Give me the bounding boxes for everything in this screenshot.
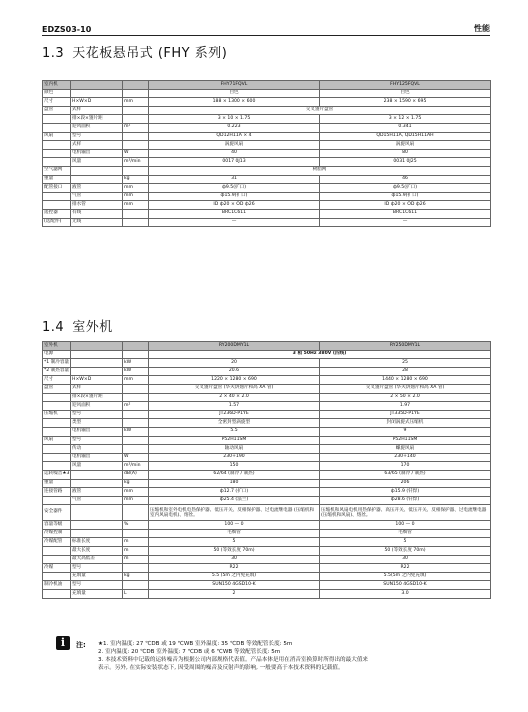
section-number: 1.4 bbox=[42, 320, 65, 335]
table-cell bbox=[123, 581, 149, 590]
table-cell: 80 bbox=[320, 149, 491, 158]
table-row bbox=[43, 538, 491, 547]
table-cell: 盘管 bbox=[43, 106, 71, 115]
table-cell: 排×段×翅片距 bbox=[71, 393, 123, 402]
table-cell: 容量等级 bbox=[43, 521, 71, 530]
table-cell: 室外机 bbox=[43, 342, 71, 351]
table-cell: W bbox=[123, 149, 149, 158]
table-cell: BRC1C611 bbox=[320, 209, 491, 218]
table-cell bbox=[123, 564, 149, 573]
table-cell: 全密封型涡旋型 bbox=[149, 419, 320, 428]
table-cell bbox=[43, 496, 71, 505]
table-row bbox=[43, 496, 491, 505]
table-cell bbox=[123, 132, 149, 141]
table-cell bbox=[43, 555, 71, 564]
table-cell: 重量 bbox=[43, 479, 71, 488]
table-cell: ID ф20 × OD ф26 bbox=[320, 201, 491, 210]
table-cell: 迎风面积 bbox=[71, 123, 123, 132]
table-cell: m² bbox=[123, 402, 149, 411]
table-cell: 毛细管 bbox=[149, 529, 320, 538]
table-cell: 冷媒控制 bbox=[43, 529, 71, 538]
table-row bbox=[43, 581, 491, 590]
table-cell: FHY71FQVL bbox=[149, 81, 320, 90]
table-cell: ф9.5(扩口) bbox=[149, 184, 320, 193]
table-cell bbox=[123, 436, 149, 445]
table-cell bbox=[123, 384, 149, 393]
note-line: 表示。另外, 在实际安装状态下, 因受周围的噪音及反射声的影响, 一般要高于本技术资料的记载值。 bbox=[98, 665, 344, 672]
table-cell: SUN150 4GSD10-K bbox=[149, 581, 320, 590]
page-header bbox=[42, 20, 490, 34]
table-cell: 冷媒配管 bbox=[43, 538, 71, 547]
outdoor-spec-table bbox=[42, 341, 491, 599]
table-cell: 充填量 bbox=[71, 590, 123, 599]
note-line: 2. 室内温度: 20 ℃DB 室外温度: 7 ℃DB 或 6 ℃WB 等效配管长度: 5m bbox=[98, 649, 281, 656]
table-row bbox=[43, 106, 491, 115]
table-cell: H×W×D bbox=[71, 98, 123, 107]
table-cell: L bbox=[123, 590, 149, 599]
table-cell: 5.5 (5m 之内免充填) bbox=[149, 572, 320, 581]
table-cell: 排水管 bbox=[71, 201, 123, 210]
table-cell: ф12.7 (扩口) bbox=[149, 488, 320, 497]
table-cell: 型号 bbox=[71, 132, 123, 141]
info-icon: i bbox=[56, 636, 70, 650]
table-cell: kg bbox=[123, 572, 149, 581]
table-cell: 压缩机和风扇电机用热保护器、高压开关、低压开关、反相保护器、过电流继电器 (压缩机和风扇)、熔丝。 bbox=[320, 505, 491, 521]
table-cell: 风扇 bbox=[43, 132, 71, 141]
section-title-fhy bbox=[42, 42, 227, 61]
table-cell: 230+140 bbox=[320, 453, 491, 462]
table-row bbox=[43, 115, 491, 124]
table-cell bbox=[123, 529, 149, 538]
table-cell: 交叉翅片盘管 (华夫饼翅片和高 XA 管) bbox=[149, 384, 320, 393]
table-cell bbox=[71, 166, 123, 175]
table-cell: 最大高低差 bbox=[71, 555, 123, 564]
table-cell: 制冷机油 bbox=[43, 581, 71, 590]
table-cell bbox=[71, 89, 123, 98]
table-cell: SUN150 4GSD10-K bbox=[320, 581, 491, 590]
table-cell: kg bbox=[123, 175, 149, 184]
table-row bbox=[43, 453, 491, 462]
table-cell: kW bbox=[123, 367, 149, 376]
table-cell: 风量 bbox=[71, 158, 123, 167]
table-cell: mm bbox=[123, 184, 149, 193]
table-row bbox=[43, 218, 491, 227]
table-cell: 5.5 bbox=[149, 427, 320, 436]
table-row bbox=[43, 572, 491, 581]
table-cell bbox=[123, 218, 149, 227]
table-row bbox=[43, 158, 491, 167]
table-cell: 类型 bbox=[71, 419, 123, 428]
table-cell: 涡旋风扇 bbox=[320, 141, 491, 150]
note-line: ★1. 室内温度: 27 ℃DB 或 19 ℃WB 室外温度: 35 ℃DB 等效配管长度: 5m bbox=[98, 641, 293, 647]
table-cell: 170 bbox=[320, 462, 491, 471]
table-row bbox=[43, 547, 491, 556]
table-cell bbox=[123, 81, 149, 90]
table-cell: 颜色 bbox=[43, 89, 71, 98]
table-cell: ф28.6 (钎焊) bbox=[320, 496, 491, 505]
table-cell: 排×段×翅片距 bbox=[71, 115, 123, 124]
table-cell: 安全器件 bbox=[43, 505, 71, 521]
table-cell: 空气滤网 bbox=[43, 166, 71, 175]
table-cell: 40 bbox=[149, 149, 320, 158]
table-cell: 无线 bbox=[71, 218, 123, 227]
table-cell bbox=[123, 209, 149, 218]
table-cell: 2 × 50 × 2.0 bbox=[320, 393, 491, 402]
table-cell bbox=[123, 141, 149, 150]
table-cell bbox=[71, 81, 123, 90]
table-cell: 5 bbox=[149, 538, 320, 547]
table-cell: m bbox=[123, 538, 149, 547]
table-row bbox=[43, 359, 491, 368]
section-name: 性能 bbox=[474, 24, 490, 33]
table-cell: 电机输出 bbox=[71, 149, 123, 158]
table-cell: RY250DMY1L bbox=[320, 342, 491, 351]
table-cell: 30 bbox=[320, 555, 491, 564]
table-cell: 100 — 0 bbox=[149, 521, 320, 530]
table-cell: 液管 bbox=[71, 488, 123, 497]
table-cell: 式样 bbox=[71, 141, 123, 150]
table-cell: 尺寸 bbox=[43, 376, 71, 385]
table-cell bbox=[71, 479, 123, 488]
table-row bbox=[43, 192, 491, 201]
table-cell bbox=[123, 350, 149, 359]
notes-label: 注: bbox=[76, 641, 86, 649]
table-cell: 150 bbox=[149, 462, 320, 471]
table-cell: mm bbox=[123, 488, 149, 497]
table-cell: 配管接口 bbox=[43, 184, 71, 193]
header-rule bbox=[42, 35, 490, 36]
table-cell: P52H11SM bbox=[320, 436, 491, 445]
table-cell: 树脂网 bbox=[149, 166, 491, 175]
table-cell bbox=[43, 123, 71, 132]
notes bbox=[98, 640, 508, 672]
table-cell bbox=[43, 115, 71, 124]
table-cell bbox=[43, 462, 71, 471]
section-number: 1.3 bbox=[42, 46, 65, 61]
table-cell: mm bbox=[123, 192, 149, 201]
table-cell: 型号 bbox=[71, 436, 123, 445]
table-cell: 50 (等效长度 70m) bbox=[149, 547, 320, 556]
table-cell: ф15.9(扩口) bbox=[149, 192, 320, 201]
table-cell bbox=[43, 158, 71, 167]
table-cell: 2 bbox=[149, 590, 320, 599]
table-cell bbox=[43, 445, 71, 454]
table-row bbox=[43, 384, 491, 393]
table-cell: 遥控器 bbox=[43, 209, 71, 218]
table-cell: 0.223 bbox=[149, 123, 320, 132]
table-row bbox=[43, 201, 491, 210]
table-cell: m³/min bbox=[123, 462, 149, 471]
table-cell: 25 bbox=[320, 359, 491, 368]
section-title-outdoor bbox=[42, 316, 113, 335]
table-cell: 62/64 (制冷 / 制热) bbox=[149, 470, 320, 479]
table-row bbox=[43, 123, 491, 132]
table-cell bbox=[71, 521, 123, 530]
table-row bbox=[43, 462, 491, 471]
table-row bbox=[43, 184, 491, 193]
table-cell: kW bbox=[123, 359, 149, 368]
table-cell: 20 bbox=[149, 359, 320, 368]
table-cell: ID ф20 × OD ф26 bbox=[149, 201, 320, 210]
table-cell bbox=[43, 149, 71, 158]
table-row bbox=[43, 555, 491, 564]
table-cell: 46 bbox=[320, 175, 491, 184]
table-cell: 室内机 bbox=[43, 81, 71, 90]
table-cell: 式样 bbox=[71, 106, 123, 115]
table-cell: *1 制冷容量 bbox=[43, 359, 71, 368]
table-cell: 0031 0J25 bbox=[320, 158, 491, 167]
table-row bbox=[43, 590, 491, 599]
table-cell bbox=[43, 402, 71, 411]
table-row bbox=[43, 132, 491, 141]
table-cell: kW bbox=[123, 427, 149, 436]
table-cell: 传动 bbox=[71, 445, 123, 454]
table-cell: 毛细管 bbox=[320, 529, 491, 538]
table-cell: FHY125FQVL bbox=[320, 81, 491, 90]
table-cell: m³/min bbox=[123, 158, 149, 167]
table-cell: kg bbox=[123, 479, 149, 488]
table-cell: 涡旋风扇 bbox=[149, 141, 320, 150]
table-cell bbox=[43, 201, 71, 210]
table-cell: 0.341 bbox=[320, 123, 491, 132]
table-cell bbox=[43, 427, 71, 436]
table-cell: 白色 bbox=[149, 89, 320, 98]
table-cell: 1220 × 1280 × 690 bbox=[149, 376, 320, 385]
table-cell bbox=[71, 529, 123, 538]
table-cell: 3 × 10 × 1.75 bbox=[149, 115, 320, 124]
table-cell bbox=[71, 505, 123, 521]
table-cell: 风扇 bbox=[43, 436, 71, 445]
table-cell: 白色 bbox=[320, 89, 491, 98]
table-cell: JT236D-P1YE bbox=[149, 410, 320, 419]
table-cell bbox=[71, 359, 123, 368]
table-cell: — bbox=[320, 218, 491, 227]
table-cell: 封闭涡旋式压缩机 bbox=[320, 419, 491, 428]
table-cell bbox=[123, 445, 149, 454]
table-cell bbox=[123, 342, 149, 351]
table-row bbox=[43, 436, 491, 445]
table-cell: 5 bbox=[320, 538, 491, 547]
table-cell: 电机输出 bbox=[71, 427, 123, 436]
table-cell: RY200DMY1L bbox=[149, 342, 320, 351]
table-cell: JT335D-P1YE bbox=[320, 410, 491, 419]
table-cell: 最大长度 bbox=[71, 547, 123, 556]
table-row bbox=[43, 98, 491, 107]
table-cell bbox=[71, 367, 123, 376]
table-cell: BRC1C611 bbox=[149, 209, 320, 218]
section-heading: 室外机 bbox=[72, 320, 113, 335]
table-cell: P52H11SM bbox=[149, 436, 320, 445]
table-cell bbox=[71, 470, 123, 479]
table-cell: 尺寸 bbox=[43, 98, 71, 107]
table-cell: 20.6 bbox=[149, 367, 320, 376]
table-row bbox=[43, 342, 491, 351]
table-cell bbox=[123, 166, 149, 175]
table-cell: ф25.4 (法兰) bbox=[149, 496, 320, 505]
table-cell bbox=[71, 175, 123, 184]
table-row bbox=[43, 367, 491, 376]
table-cell: 充填量 bbox=[71, 572, 123, 581]
table-row bbox=[43, 427, 491, 436]
table-cell: — bbox=[149, 218, 320, 227]
table-cell: 230+190 bbox=[149, 453, 320, 462]
table-cell: dB(A) bbox=[123, 470, 149, 479]
table-cell bbox=[43, 453, 71, 462]
table-cell bbox=[71, 350, 123, 359]
table-cell: 电机输出 bbox=[71, 453, 123, 462]
table-row bbox=[43, 402, 491, 411]
table-cell: W bbox=[123, 453, 149, 462]
table-cell bbox=[43, 141, 71, 150]
table-cell bbox=[43, 419, 71, 428]
table-cell: 100 — 0 bbox=[320, 521, 491, 530]
table-cell: 3 × 12 × 1.75 bbox=[320, 115, 491, 124]
table-row bbox=[43, 350, 491, 359]
table-cell: 式样 bbox=[71, 384, 123, 393]
table-cell: 1.97 bbox=[320, 402, 491, 411]
table-cell: R22 bbox=[320, 564, 491, 573]
table-cell: 238 × 1590 × 695 bbox=[320, 98, 491, 107]
table-row bbox=[43, 419, 491, 428]
table-cell: mm bbox=[123, 201, 149, 210]
table-cell: H×W×D bbox=[71, 376, 123, 385]
table-row bbox=[43, 376, 491, 385]
table-cell: 压缩机 bbox=[43, 410, 71, 419]
table-cell: ф15.9(扩口) bbox=[320, 192, 491, 201]
table-cell: 0017 0J13 bbox=[149, 158, 320, 167]
table-cell: 型号 bbox=[71, 581, 123, 590]
table-row bbox=[43, 470, 491, 479]
table-cell: QD15H11A, QD15H11AH bbox=[320, 132, 491, 141]
table-cell: 3 相 50Hz 380V (四线) bbox=[149, 350, 491, 359]
table-cell: (选配件) bbox=[43, 218, 71, 227]
table-cell: 有线 bbox=[71, 209, 123, 218]
table-row bbox=[43, 445, 491, 454]
table-cell: 1440 × 1280 × 690 bbox=[320, 376, 491, 385]
table-cell: 9 bbox=[320, 427, 491, 436]
table-cell: 50 (等效长度 70m) bbox=[320, 547, 491, 556]
table-cell: ф15.9 (钎焊) bbox=[320, 488, 491, 497]
table-cell: mm bbox=[123, 98, 149, 107]
table-cell: m² bbox=[123, 123, 149, 132]
section-heading: 天花板悬吊式 (FHY 系列) bbox=[72, 46, 228, 61]
table-cell: 2 × 40 × 2.0 bbox=[149, 393, 320, 402]
table-cell: 轴动风扇 bbox=[149, 445, 320, 454]
note-line: 3. 本技术资料中记载的运转噪音为根据公司内部规格代表值。产品本体是用在消音室换算时所得出的最大值来 bbox=[98, 657, 369, 664]
table-row bbox=[43, 564, 491, 573]
table-cell: mm bbox=[123, 496, 149, 505]
table-cell: 31 bbox=[149, 175, 320, 184]
table-cell: 63/65 (制冷 / 制热) bbox=[320, 470, 491, 479]
table-row bbox=[43, 81, 491, 90]
table-cell bbox=[123, 115, 149, 124]
table-row bbox=[43, 209, 491, 218]
table-cell: 交叉翅片盘管 (华夫饼翅片和高 XA 管) bbox=[320, 384, 491, 393]
table-cell: 3.0 bbox=[320, 590, 491, 599]
table-row bbox=[43, 166, 491, 175]
table-cell: 30 bbox=[149, 555, 320, 564]
table-cell: 连接管路 bbox=[43, 488, 71, 497]
table-cell bbox=[43, 572, 71, 581]
table-cell: % bbox=[123, 521, 149, 530]
table-cell: 5.5(5m 之内免充填) bbox=[320, 572, 491, 581]
table-cell: 型号 bbox=[71, 410, 123, 419]
fhy-spec-table bbox=[42, 80, 491, 227]
table-row bbox=[43, 410, 491, 419]
table-cell bbox=[43, 590, 71, 599]
table-row bbox=[43, 89, 491, 98]
table-cell: 迎风面积 bbox=[71, 402, 123, 411]
table-row bbox=[43, 393, 491, 402]
table-cell: 压缩机和室外电机电热保护器、低压开关、反相保护器、过电流继电器 (压缩机和室内风扇电机)、熔丝。 bbox=[149, 505, 320, 521]
table-row bbox=[43, 488, 491, 497]
table-cell: 重量 bbox=[43, 175, 71, 184]
table-cell bbox=[123, 106, 149, 115]
table-cell: m bbox=[123, 547, 149, 556]
table-cell bbox=[123, 505, 149, 521]
table-cell: 气管 bbox=[71, 496, 123, 505]
table-cell: 盘管 bbox=[43, 384, 71, 393]
table-cell: R22 bbox=[149, 564, 320, 573]
table-row bbox=[43, 529, 491, 538]
table-cell: 冷媒 bbox=[43, 564, 71, 573]
doc-code: EDZS03-10 bbox=[42, 25, 92, 34]
table-cell: 28 bbox=[320, 367, 491, 376]
table-cell: m bbox=[123, 555, 149, 564]
table-cell bbox=[123, 393, 149, 402]
table-cell: 型号 bbox=[71, 564, 123, 573]
table-cell: 气管 bbox=[71, 192, 123, 201]
table-row bbox=[43, 149, 491, 158]
table-row bbox=[43, 141, 491, 150]
table-cell: 风量 bbox=[71, 462, 123, 471]
table-cell: 运转噪音★3 bbox=[43, 470, 71, 479]
table-cell bbox=[71, 342, 123, 351]
table-cell bbox=[123, 89, 149, 98]
table-cell: 电源 bbox=[43, 350, 71, 359]
table-cell: mm bbox=[123, 376, 149, 385]
table-cell: 1.57 bbox=[149, 402, 320, 411]
table-cell bbox=[43, 393, 71, 402]
table-cell: 螺旋风扇 bbox=[320, 445, 491, 454]
table-cell: 206 bbox=[320, 479, 491, 488]
table-cell bbox=[123, 410, 149, 419]
table-cell: ф9.5(扩口) bbox=[320, 184, 491, 193]
table-cell bbox=[43, 547, 71, 556]
table-row bbox=[43, 479, 491, 488]
table-cell: 180 bbox=[149, 479, 320, 488]
table-cell bbox=[43, 192, 71, 201]
table-row bbox=[43, 521, 491, 530]
table-cell: 交叉翅片盘管 bbox=[149, 106, 491, 115]
table-row bbox=[43, 175, 491, 184]
table-cell: QD12H11A × 4 bbox=[149, 132, 320, 141]
table-row bbox=[43, 505, 491, 521]
table-cell: *2 制热容量 bbox=[43, 367, 71, 376]
table-cell: 标准长度 bbox=[71, 538, 123, 547]
table-cell: 液管 bbox=[71, 184, 123, 193]
table-cell: 188 × 1300 × 600 bbox=[149, 98, 320, 107]
table-cell bbox=[123, 419, 149, 428]
